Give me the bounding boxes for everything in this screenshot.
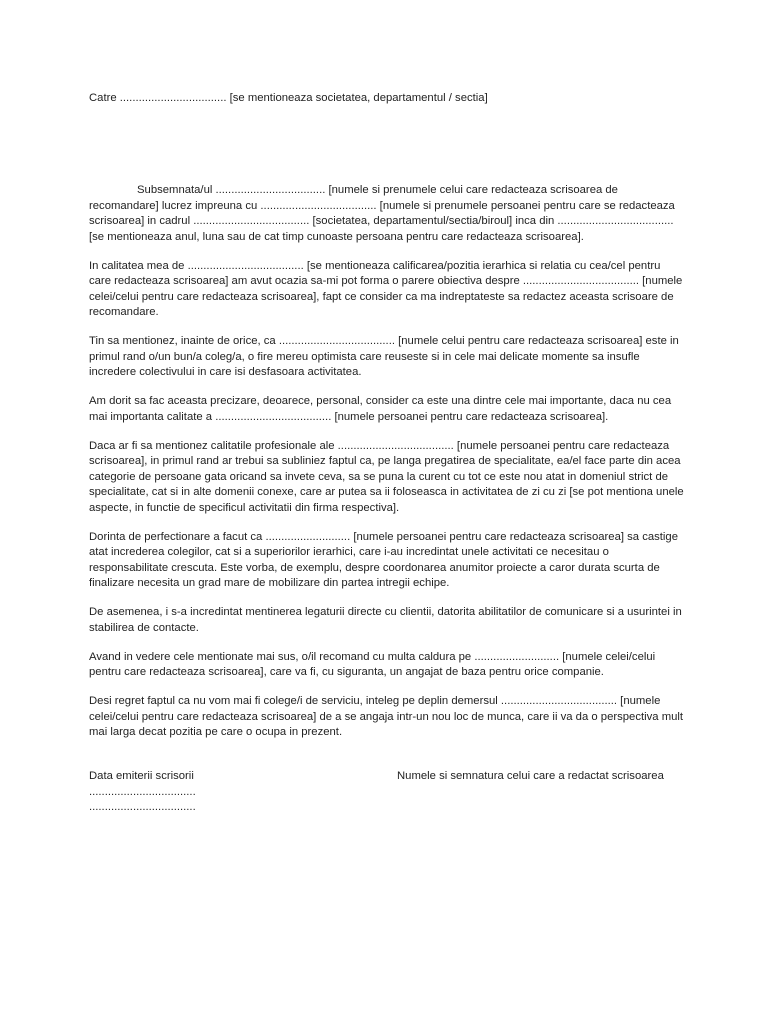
- footer-labels: [89, 769, 689, 785]
- paragraph-personality: Tin sa mentionez, inainte de orice, ca ..................................... [numele celui pentru care redacteaza scrisoarea] este in primul rand o/un bun/a coleg/a, o fire mereu optimista care reuseste si in cele mai delicate momente sa insufle incredere colectivului in care isi desfasoara activitatea.: [89, 335, 679, 378]
- paragraph-closing: Desi regret faptul ca nu vom mai fi colege/i de serviciu, inteleg pe deplin demersul ..................................... [numele celei/celui pentru care redacteaza scrisoarea] de a se angaja intr-un nou loc de munca, care ii va da o perspectiva mult mai larga decat pozitia pe care o ocupa in prezent.: [89, 695, 684, 738]
- paragraph-clarification: Am dorit sa fac aceasta precizare, deoarece, personal, consider ca este una dintre cele mai importante, daca nu cea mai importanta calitate a ..................................... [numele persoanei pentru care redacteaza scrisoarea].: [89, 395, 672, 423]
- signature-label: Numele si semnatura celui care a redactat scrisoarea: [397, 770, 664, 782]
- paragraph-intro: [89, 183, 685, 245]
- paragraph-improvement: Dorinta de perfectionare a facut ca ........................... [numele persoanei pentru care redacteaza scrisoarea] sa castige atat increderea colegilor, cat si a superiorilor ierarhici, care i-au incredintat unele activitati ce necesitau o responsabilitate crescuta. Este vorba, de exemplu, despre coordonarea anumitor proiecte a caror durata scurta de finalizare necesita un grad mare de mobilizare din partea intregii echipe.: [89, 530, 678, 589]
- letter-body: [89, 183, 685, 754]
- paragraph-client-relations: De asemenea, i s-a incredintat mentinerea legaturii directe cu clientii, datorita abilitatilor de comunicare si a usurintei in stabilirea de contacte.: [89, 606, 682, 634]
- paragraph-capacity: In calitatea mea de ..................................... [se mentioneaza calificarea/pozitia ierarhica si relatia cu cea/cel pentru care redacteaza scrisoarea] am avut ocazia sa-mi pot forma o parere obiectiva despre ..................................... [numele celei/celui pentru care redacteaza scrisoarea], fapt ce consider ca ma indreptateste sa redactez aceasta scrisoare de recomandare.: [89, 259, 683, 318]
- paragraph-intro-text: Subsemnata/ul ................................... [numele si prenumele celui care redacteaza scrisoarea de recomandare] lucrez impreuna cu ..................................... [numele si prenumele persoanei pentru care se redacteaza scrisoarea] in cadrul ..................................... [societatea, departamentul/sectia/biroul] inca din ..................................... [se mentioneaza anul, luna sau de cat timp cunoaste persoana pentru care redacteaza scrisoarea].: [89, 184, 675, 243]
- paragraph-recommendation: Avand in vedere cele mentionate mai sus, o/il recomand cu multa caldura pe ........................... [numele celei/celui pentru care redacteaza scrisoarea], care va fi, cu siguranta, un angajat de baza pentru orice companie.: [89, 650, 656, 678]
- paragraph-professional-qualities: Daca ar fi sa mentionez calitatile profesionale ale ..................................... [numele persoanei pentru care redacteaza scrisoarea], in primul rand ar trebui sa subliniez faptul ca, pe langa pregatirea de specialitate, ea/el face parte din acea categorie de persoane gata oricand sa invete ceva, sa se puna la curent cu tot ce este nou atat in domeniul strict de specialitate, cat si in alte domenii conexe, care ar putea sa ii foloseasca in activitatea de zi cu zi [se pot mentiona unele aspecte, in functie de specificul activitatii din firma respectiva].: [89, 439, 684, 514]
- signature-placeholder-line: ..................................: [89, 801, 196, 813]
- letter-footer: [89, 769, 689, 816]
- date-label: Data emiterii scrisorii: [89, 770, 194, 782]
- addressee-line: Catre .................................. [se mentioneaza societatea, departamentul / sectia]: [89, 92, 488, 104]
- date-placeholder-line: ..................................: [89, 785, 196, 798]
